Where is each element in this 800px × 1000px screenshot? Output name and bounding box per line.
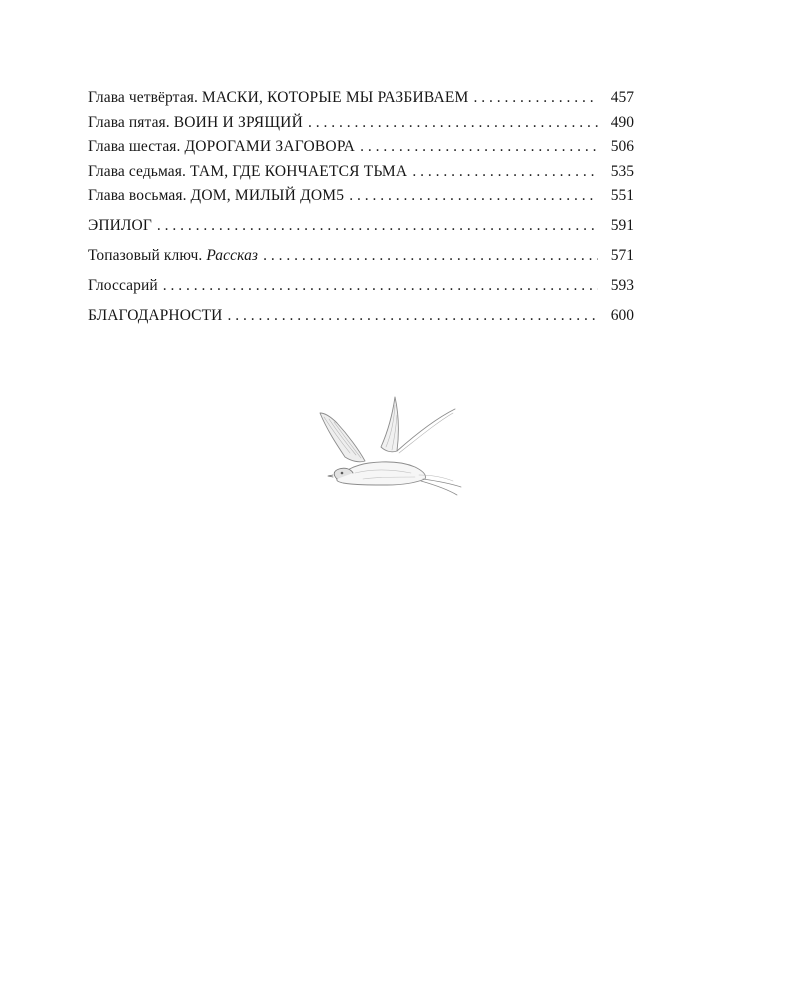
swallow-icon: [315, 395, 465, 500]
toc-entry-title: [88, 184, 344, 209]
toc-chapter-name: ДОМ, МИЛЫЙ ДОМ5: [190, 187, 345, 204]
toc-entry-title: ЭПИЛОГ: [88, 217, 152, 234]
toc-page-number: 551: [610, 187, 634, 204]
toc-entry-title: [88, 111, 303, 136]
swallow-right-wing: [381, 397, 398, 452]
toc-chapter-label: Глава седьмая.: [88, 162, 190, 180]
toc-page-number: 571: [610, 247, 634, 264]
toc-chapter-name: ДОРОГАМИ ЗАГОВОРА: [184, 138, 356, 155]
toc-dot-leader: [227, 304, 598, 329]
toc-page-number: 593: [610, 277, 634, 294]
swallow-tail-lower: [421, 479, 461, 495]
toc-chapter-label: Глава восьмая.: [88, 187, 191, 204]
toc-dot-leader: [412, 160, 598, 185]
swallow-tail-upper: [397, 409, 455, 451]
toc-dot-leader: [360, 135, 598, 160]
toc-chapter-label: Глава четвёртая.: [88, 89, 202, 106]
toc-entry-title: [88, 135, 355, 160]
toc-chapter-name: ТАМ, ГДЕ КОНЧАЕТСЯ ТЬМА: [189, 162, 408, 180]
toc-page-number: 506: [610, 138, 634, 155]
toc-story-genre: Рассказ: [206, 247, 259, 264]
toc-dot-leader: [308, 111, 598, 136]
toc-entry-epilogue[interactable]: [88, 214, 634, 239]
toc-story-title: Топазовый ключ.: [88, 247, 207, 264]
toc-entry[interactable]: [88, 111, 634, 136]
toc-chapter-name: ВОИН И ЗРЯЩИЙ: [173, 113, 303, 131]
toc-entry[interactable]: [88, 184, 634, 209]
toc-entry[interactable]: [88, 160, 634, 185]
toc-entry[interactable]: [88, 135, 634, 160]
toc-chapter-label: Глава пятая.: [88, 113, 174, 131]
toc-entry-title: БЛАГОДАРНОСТИ: [88, 307, 223, 324]
toc-dot-leader: [163, 274, 598, 299]
toc-entry-acknowledgements[interactable]: [88, 304, 634, 329]
toc-entry-story[interactable]: [88, 244, 634, 269]
toc-chapter-name: МАСКИ, КОТОРЫЕ МЫ РАЗБИВАЕМ: [201, 89, 469, 106]
toc-entry[interactable]: [88, 86, 634, 111]
table-of-contents: [88, 86, 634, 329]
toc-dot-leader: [349, 184, 598, 209]
toc-entry-glossary[interactable]: [88, 274, 634, 299]
toc-page-number: 591: [610, 217, 634, 234]
toc-dot-leader: [474, 86, 599, 111]
toc-entry-title: Глоссарий: [88, 277, 158, 294]
toc-page-number: 457: [610, 89, 634, 106]
toc-page-number: 600: [610, 307, 634, 324]
swallow-eye: [341, 472, 344, 475]
toc-page-number: 490: [610, 113, 634, 131]
toc-dot-leader: [157, 214, 598, 239]
swallow-beak: [328, 475, 333, 477]
toc-page-number: 535: [610, 162, 634, 180]
toc-dot-leader: [263, 244, 598, 269]
toc-entry-title: [88, 86, 469, 111]
toc-entry-title: [88, 244, 258, 269]
toc-entry-title: [88, 160, 407, 185]
toc-chapter-label: Глава шестая.: [88, 138, 185, 155]
